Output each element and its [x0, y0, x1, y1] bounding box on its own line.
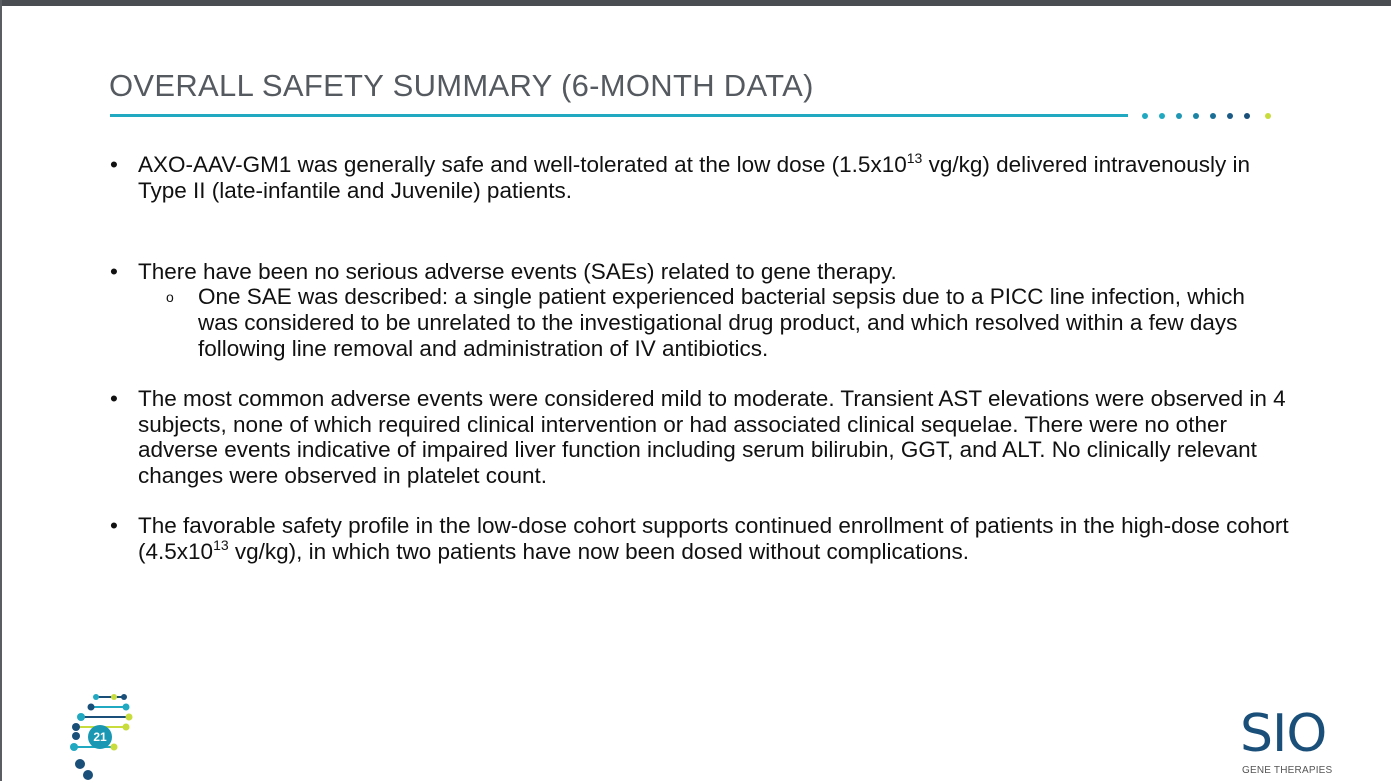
page-number-badge: 21: [88, 725, 112, 749]
sub-bullet-sae-description: o One SAE was described: a single patient experienced bacterial sepsis due to a PICC line infection, which was considered to be unrelated to the investigational drug product, and which resolved within a few days following line removal and administration of IV antibiotics.: [166, 284, 1245, 361]
bullet-no-saes: • There have been no serious adverse events (SAEs) related to gene therapy.: [110, 258, 897, 284]
title-underline: [110, 114, 1128, 117]
window-left-border: [0, 0, 2, 781]
bullet-marker: •: [110, 258, 118, 284]
brand-logo: SIO: [1240, 704, 1327, 764]
bullet-safety-low-dose: • AXO-AAV-GM1 was generally safe and well-tolerated at the low dose ($1.5x10^{13}$ vg/kg) delivered intravenously in Type II (late-infantile and Juvenile) patients.: [110, 150, 1250, 203]
slide-title: OVERALL SAFETY SUMMARY (6-MONTH DATA): [109, 68, 814, 103]
bullet-marker: •: [110, 385, 118, 411]
bullet-common-adverse-events: • The most common adverse events were considered mild to moderate. Transient AST elevations were observed in 4 subjects, none of which required clinical intervention or had associated clinical sequelae. There were no other adverse events indicative of impaired liver function including serum bilirubin, GGT, and ALT. No clinically relevant changes were observed in platelet count.: [110, 385, 1286, 489]
decorative-dots: [1141, 111, 1276, 121]
sub-bullet-marker: o: [166, 289, 174, 306]
window-top-border: [0, 0, 1391, 6]
brand-tagline: GENE THERAPIES: [1242, 765, 1333, 776]
bullet-marker: •: [110, 152, 118, 177]
bullet-high-dose-cohort: • The favorable safety profile in the low-dose cohort supports continued enrollment of patients in the high-dose cohort ($4.5x10^{13}$ vg/kg), in which two patients have now been dosed without complications.: [110, 512, 1289, 564]
slide-body: [110, 152, 1290, 565]
bullet-marker: •: [110, 512, 118, 538]
